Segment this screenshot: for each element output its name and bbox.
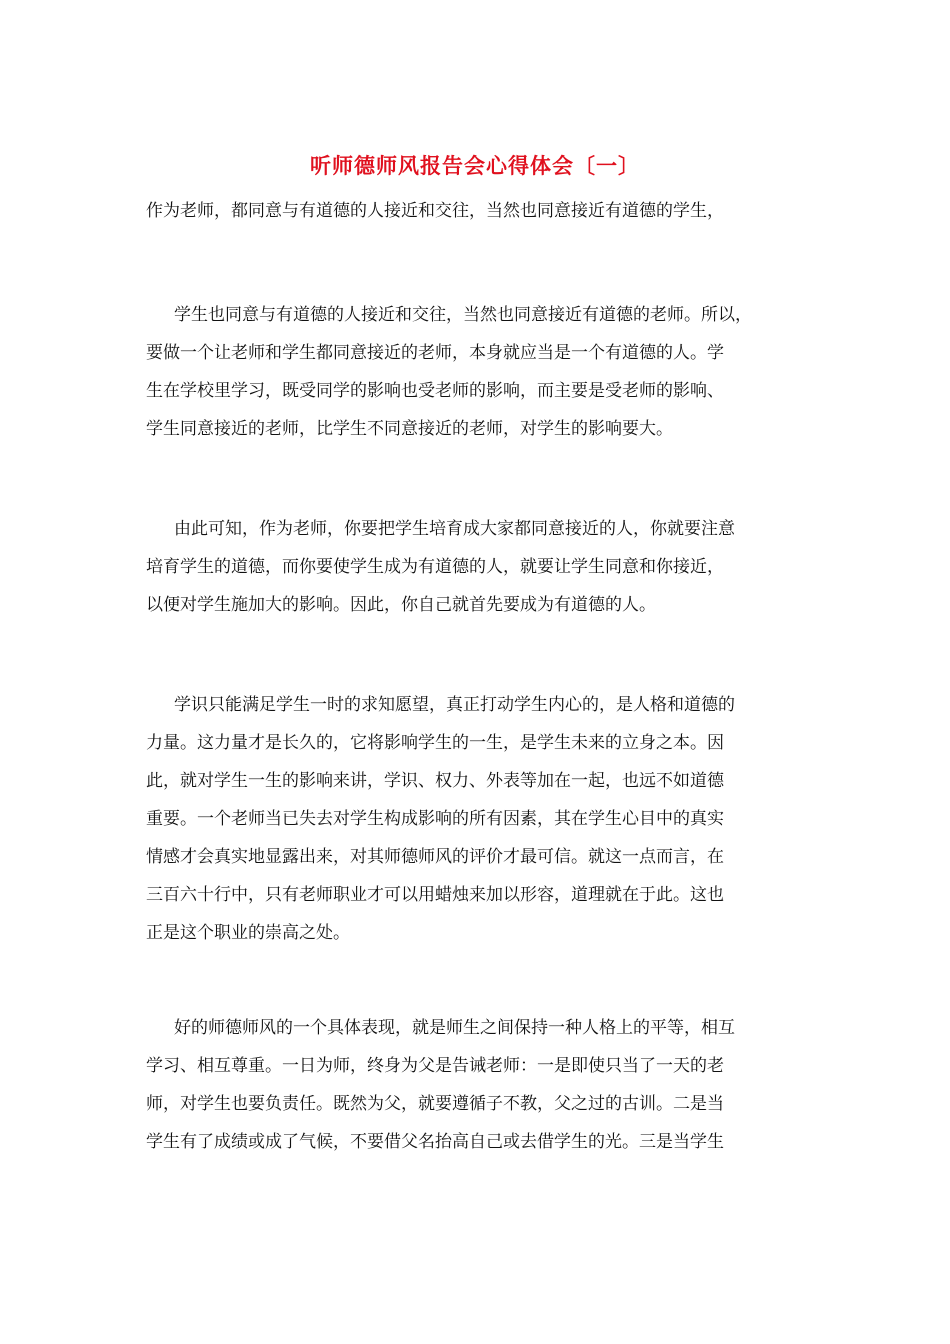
paragraph-line: 重要。一个老师当已失去对学生构成影响的所有因素，其在学生心目中的真实	[146, 809, 724, 829]
paragraph-line: 由此可知，作为老师，你要把学生培育成大家都同意接近的人，你就要注意	[174, 519, 735, 539]
paragraph-line: 培育学生的道德，而你要使学生成为有道德的人，就要让学生同意和你接近，	[146, 557, 724, 577]
paragraph-line: 好的师德师风的一个具体表现，就是师生之间保持一种人格上的平等，相互	[174, 1018, 735, 1038]
document-title: 听师德师风报告会心得体会〔一〕	[310, 153, 640, 178]
paragraph-line: 力量。这力量才是长久的，它将影响学生的一生，是学生未来的立身之本。因	[146, 733, 724, 753]
paragraph-line: 学生有了成绩或成了气候，不要借父名抬高自己或去借学生的光。三是当学生	[146, 1132, 724, 1152]
paragraph-line: 情感才会真实地显露出来，对其师德师风的评价才最可信。就这一点而言，在	[146, 847, 724, 867]
paragraph-3	[146, 686, 826, 952]
paragraph-line: 学生同意接近的老师，比学生不同意接近的老师，对学生的影响要大。	[146, 419, 673, 439]
paragraph-line: 三百六十行中，只有老师职业才可以用蜡烛来加以形容，道理就在于此。这也	[146, 885, 724, 905]
paragraph-line: 以便对学生施加大的影响。因此，你自己就首先要成为有道德的人。	[146, 595, 656, 615]
paragraph-line: 此，就对学生一生的影响来讲，学识、权力、外表等加在一起，也远不如道德	[146, 771, 724, 791]
paragraph-1	[146, 296, 826, 448]
paragraph-line: 生在学校里学习，既受同学的影响也受老师的影响，而主要是受老师的影响、	[146, 381, 724, 401]
paragraph-4	[146, 1009, 826, 1161]
paragraph-line: 学生也同意与有道德的人接近和交往，当然也同意接近有道德的老师。所以，	[174, 305, 752, 325]
paragraph-line: 师，对学生也要负责任。既然为父，就要遵循子不教，父之过的古训。二是当	[146, 1094, 724, 1114]
paragraph-line: 学识只能满足学生一时的求知愿望，真正打动学生内心的，是人格和道德的	[174, 695, 735, 715]
intro-line: 作为老师，都同意与有道德的人接近和交往，当然也同意接近有道德的学生，	[146, 201, 724, 221]
paragraph-line: 要做一个让老师和学生都同意接近的老师，本身就应当是一个有道德的人。学	[146, 343, 724, 363]
paragraph-line: 正是这个职业的崇高之处。	[146, 923, 350, 943]
paragraph-2	[146, 510, 826, 624]
paragraph-line: 学习、相互尊重。一日为师，终身为父是告诫老师：一是即使只当了一天的老	[146, 1056, 724, 1076]
